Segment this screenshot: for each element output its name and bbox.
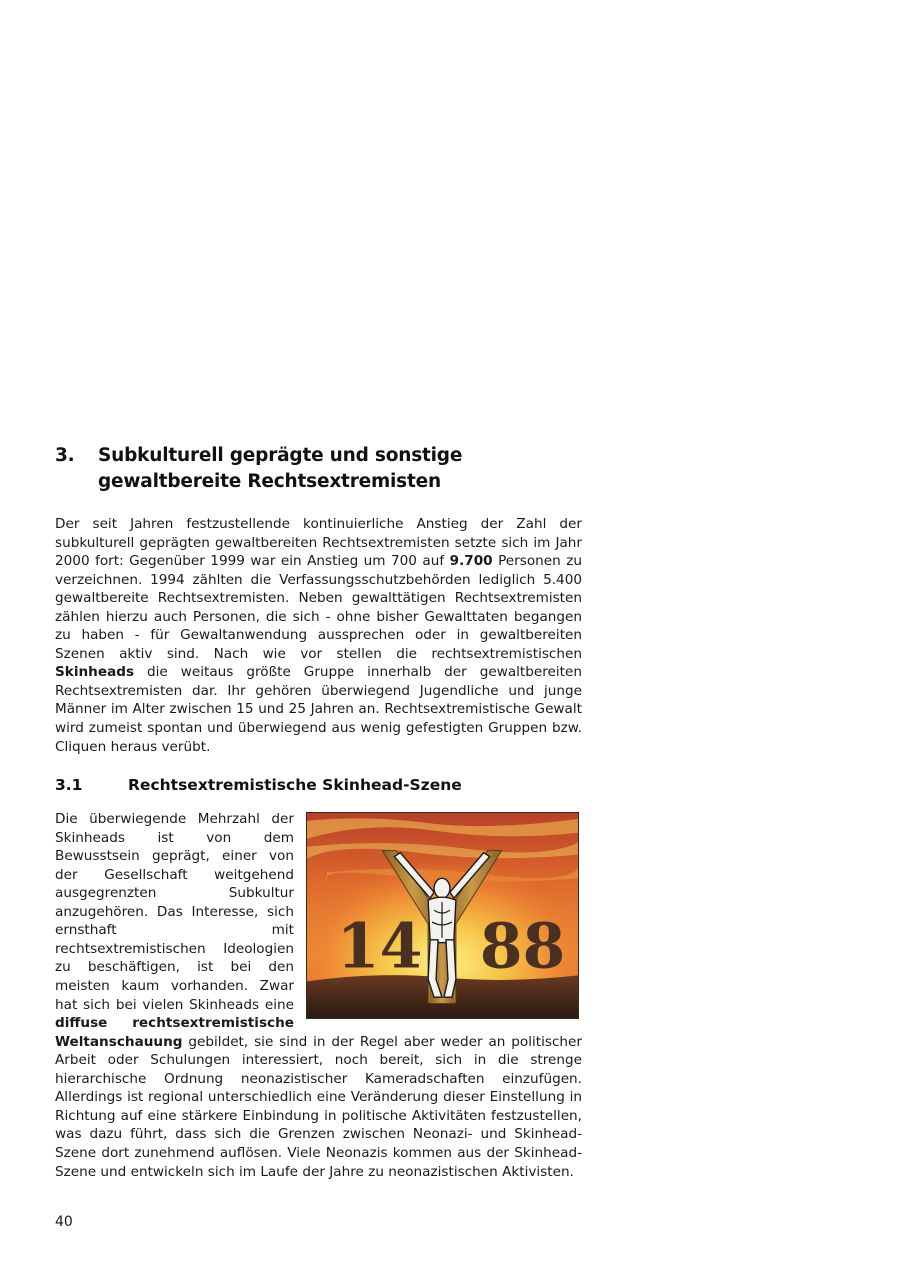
- chapter-number: 3.: [55, 445, 75, 466]
- section-text-2: gebildet, sie sind in der Regel aber weder an politischer Arbeit oder Schulungen interessiert, noch bereit, sich in die strenge hierarchische Ordnung neonazistischer Kameradschaften einzufügen. Allerdings ist regional unterschiedlich eine Veränderung dieser Einstellung in Richtung auf eine stärkere Einbindung in politische Aktivitäten festzustellen, was dazu führt, dass sich die Grenzen zwischen Neonazi- und Skinhead-Szene dort zunehmend auflösen. Viele Neonazis kommen aus der Skinhead-Szene und entwickeln sich im Laufe der Jahre zu neonazistischen Aktivisten.: [55, 1033, 582, 1180]
- section-heading: [55, 774, 582, 796]
- figure-right-number: 88: [479, 910, 566, 983]
- page-content: [55, 443, 582, 1181]
- intro-text-2: Personen zu verzeichnen. 1994 zählten die Verfassungsschutzbehörden lediglich 5.400 gewaltbereite Rechtsextremisten. Neben gewalttätigen Rechtsextremisten zählen hierzu auch Personen, die sich - ohne bisher Gewalttaten begangen zu haben - für Gewaltanwendung aussprechen oder in gewaltbereiten Szenen aktiv sind. Nach wie vor stellen die rechtsextremistischen: [55, 553, 582, 662]
- y-cross-figure-icon: [307, 813, 578, 1018]
- section-body: [55, 810, 582, 1181]
- chapter-heading: [55, 443, 582, 495]
- intro-text-1: Der seit Jahren festzustellende kontinuierliche Anstieg der Zahl der subkulturell geprägten gewaltbereiten Rechtsextremisten setzte sich im Jahr 2000 fort: Gegenüber 1999 war ein Anstieg um 700 auf: [55, 516, 582, 570]
- intro-text-3: die weitaus größte Gruppe innerhalb der gewaltbereiten Rechtsextremisten dar. Ihr gehören überwiegend Jugendliche und junge Männer im Alter zwischen 15 und 25 Jahren an. Rechtsextremistische Gewalt wird zumeist spontan und überwiegend aus wenig gefestigten Gruppen bzw. Cliquen heraus verübt.: [55, 664, 582, 755]
- intro-bold-skinheads: Skinheads: [55, 664, 135, 681]
- skinhead-symbol-image: [306, 812, 579, 1019]
- section-bold-phrase: diffuse rechtsextremistische Weltanschauung: [55, 1015, 294, 1050]
- figure-left-number: 14: [336, 910, 423, 983]
- section-number: 3.1: [55, 776, 83, 795]
- section-title: Rechtsextremistische Skinhead-Szene: [128, 776, 462, 795]
- page-number: 40: [55, 1214, 73, 1230]
- intro-paragraph: [55, 515, 582, 756]
- section-text-1: Die überwiegende Mehrzahl der Skinheads ist von dem Bewusstsein geprägt, einer von der Gesellschaft weitgehend ausgegrenzten Subkultur anzugehören. Das Interesse, sich ernsthaft mit rechtsextremistischen Ideologien zu beschäftigen, ist bei den meisten kaum vorhanden. Zwar hat sich bei vielen Skinheads eine: [55, 811, 294, 1013]
- chapter-title: Subkulturell geprägte und sonstige gewaltbereite Rechtsextremisten: [98, 445, 463, 492]
- intro-bold-count: 9.700: [449, 553, 493, 570]
